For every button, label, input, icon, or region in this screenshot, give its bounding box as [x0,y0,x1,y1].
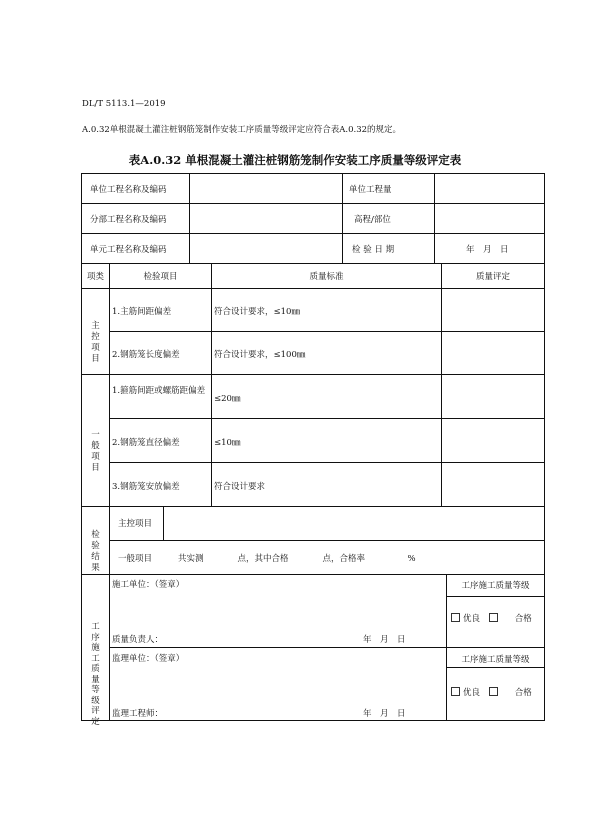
unit-qty-label: 单位工程量 [349,185,392,195]
construction-grade-options [451,612,532,624]
col-item: 检验项目 [143,272,178,282]
col-category: 项类 [87,272,105,282]
supervision-grade-options [451,686,532,698]
sub-name-label: 分部工程名称及编码 [90,215,167,225]
col-line [109,263,110,721]
general-item-2: 2.钢筋笼直径偏差 [112,438,180,448]
supervision-date: 年 月 日 [363,709,406,719]
col-line [342,173,343,263]
row-line [81,233,545,234]
supervisor-label: 监理工程师： [112,709,164,719]
row-line [109,540,545,541]
supervision-grade-title: 工序施工质量等级 [461,655,530,665]
general-item-3: 3.钢筋笼安放偏差 [112,482,180,492]
col-standard: 质量标准 [309,272,344,282]
intro-text: A.0.32单根混凝土灌注桩钢筋笼制作安装工序质量等级评定应符合表A.0.32的规定。 [82,125,402,135]
result-main-label: 主控项目 [118,519,153,529]
unit-name-label: 单位工程名称及编码 [90,185,167,195]
excellent-label: 优良 [463,688,481,698]
main-standard-2: 符合设计要求，≤100㎜ [214,350,306,360]
row-line [81,263,545,264]
row-line [81,574,545,575]
evaluation-label: 工序施工质量等级评定 [91,622,100,727]
main-standard-1: 符合设计要求，≤10㎜ [214,307,300,317]
main-item-2: 2.钢筋笼长度偏差 [112,350,180,360]
general-standard-1: ≤20㎜ [214,394,241,404]
construction-date: 年 月 日 [363,635,406,645]
quality-person-label: 质量负责人： [112,635,164,645]
pass-label: 合格 [514,614,532,624]
result-general-text: 共实测 点，其中合格 点，合格率 % [178,554,416,564]
row-line [446,596,545,597]
col-line [441,263,442,506]
row-line [109,418,545,419]
element-name-label: 单元工程名称及编码 [90,245,167,255]
col-line [211,263,212,506]
row-line [81,203,545,204]
row-line [109,647,545,648]
standard-code: DL/T 5113.1—2019 [82,99,166,109]
border-bottom [81,720,545,721]
excellent-checkbox[interactable] [451,687,460,696]
row-line [446,667,545,668]
row-line [81,288,545,289]
col-line [434,173,435,263]
supervision-unit-label: 监理单位：（签章） [112,654,185,664]
border-right [544,173,545,721]
general-standard-3: 符合设计要求 [214,482,266,492]
pass-checkbox[interactable] [489,613,498,622]
main-item-1: 1.主筋间距偏差 [112,307,172,317]
col-line [446,574,447,721]
excellent-checkbox[interactable] [451,613,460,622]
inspect-date-value: 年 月 日 [466,245,509,255]
border-top [81,173,545,174]
elevation-label: 高程/部位 [354,215,391,225]
general-standard-2: ≤10㎜ [214,438,241,448]
row-line [109,462,545,463]
construction-grade-title: 工序施工质量等级 [461,581,530,591]
construction-unit-label: 施工单位：（签章） [112,580,185,590]
row-line [81,506,545,507]
col-line [163,506,164,540]
general-label: 一般项目 [91,430,100,473]
col-line [189,173,190,263]
general-item-1: 1.箍筋间距或螺筋距偏差 [112,386,206,396]
main-control-label: 主控项目 [91,321,100,364]
col-rating: 质量评定 [475,272,510,282]
pass-label: 合格 [514,688,532,698]
result-label: 检验结果 [91,530,100,573]
table-title: 表A.0.32 单根混凝土灌注桩钢筋笼制作安装工序质量等级评定表 [128,153,462,167]
inspect-date-label: 检 验 日 期 [352,245,395,255]
result-general-label: 一般项目 [118,554,153,564]
pass-checkbox[interactable] [489,687,498,696]
row-line [81,374,545,375]
excellent-label: 优良 [463,614,481,624]
row-line [109,331,545,332]
